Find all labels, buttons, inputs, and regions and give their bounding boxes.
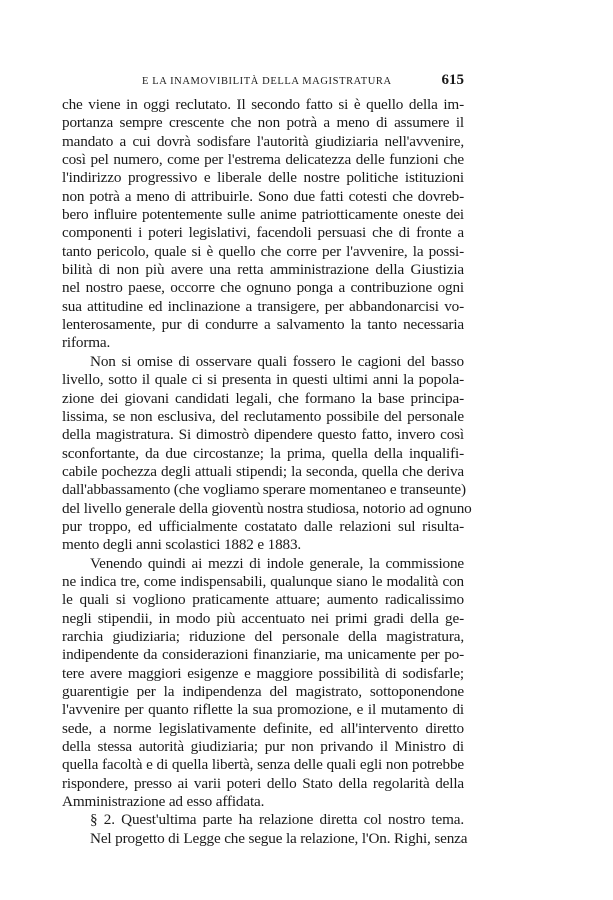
- text-line: che viene in oggi reclutato. Il secondo fatto si è quello della im-: [62, 96, 464, 113]
- text-line: le quali si vogliono praticamente attuare; aumento radicalissimo: [62, 591, 464, 609]
- text-line: riforma.: [62, 334, 111, 352]
- text-line: quella facoltà e di quella libertà, senza delle quali egli non potrebbe: [62, 756, 464, 774]
- text-line: cabile pochezza degli attuali stipendi; la seconda, quella che deriva: [62, 462, 464, 480]
- text-line: Nel progetto di Legge che segue la relazione, l'On. Righi, senza: [90, 829, 468, 847]
- text-line: tanto pericolo, quale si è quello che corre per l'avvenire, la possi-: [62, 242, 464, 260]
- paragraph: [62, 555, 464, 812]
- text-line: della magistratura. Si dimostrò dipendere questo fatto, invero così: [62, 426, 464, 444]
- text-line: sconfortante, da due circostanze; la prima, quella della inqualifi-: [62, 444, 464, 462]
- text-line: bilità di non più avere una retta amministrazione della Giustizia: [62, 261, 464, 279]
- text-line: livello, sotto il quale ci si presenta in questi ultimi anni la popola-: [62, 371, 464, 389]
- text-line: del livello generale della gioventù nostra studiosa, notorio ad ognuno: [62, 499, 472, 517]
- text-line: sede, a norme legislativamente definite, ed all'intervento diretto: [62, 719, 464, 737]
- paragraph: [62, 96, 464, 353]
- text-line: mento degli anni scolastici 1882 e 1883.: [62, 536, 302, 554]
- text-line: portanza sempre crescente che non potrà a meno di assumere il: [62, 114, 464, 132]
- text-line: zione dei giovani candidati legali, che formano la base principa-: [62, 389, 464, 407]
- running-head-title: E LA INAMOVIBILITÀ DELLA MAGISTRATURA: [142, 76, 392, 87]
- text-line: sua attitudine ed inclinazione a transigere, per abbandonarcisi vo-: [62, 297, 464, 315]
- text-line: mandato a cui dovrà sodisfare l'autorità giudiziaria nell'avvenire,: [62, 132, 464, 150]
- paragraph: [62, 811, 464, 829]
- text-line: § 2. Quest'ultima parte ha relazione diretta col nostro tema.: [90, 811, 464, 829]
- text-line: componenti i poteri legislativi, facendoli persuasi che di fronte a: [62, 224, 464, 242]
- text-line: così pel numero, come per l'estrema delicatezza delle funzioni che: [62, 151, 464, 169]
- text-line: Non si omise di osservare quali fossero le cagioni del basso: [90, 352, 464, 370]
- text-line: non potrà a meno di attribuirle. Sono due fatti cotesti che dovreb-: [62, 187, 464, 205]
- text-line: l'indirizzo progressivo e liberale delle nostre politiche istituzioni: [62, 169, 464, 187]
- text-line: rarchia giudiziaria; riduzione del personale della magistratura,: [62, 627, 464, 645]
- text-line: negli stipendii, in modo più accentuato nei primi gradi della ge-: [62, 609, 464, 627]
- book-page: [62, 70, 472, 848]
- text-line: indipendente da considerazioni finanziarie, ma unicamente per po-: [62, 646, 464, 664]
- text-line: bero influire potentemente sulle anime patriotticamente oneste dei: [62, 206, 464, 224]
- text-line: rispondere, presso ai varii poteri dello Stato della regolarità della: [62, 774, 464, 792]
- text-line: l'avvenire per quanto riflette la sua promozione, e il mutamento di: [62, 701, 464, 719]
- paragraph: [62, 829, 468, 848]
- text-line: ne indica tre, come indispensabili, qualunque siano le modalità con: [62, 572, 464, 590]
- running-head: [62, 70, 464, 92]
- text-line: Amministrazione ad esso affidata.: [62, 793, 265, 811]
- text-line: pur troppo, ed ufficialmente costatato dalle relazioni sul risulta-: [62, 517, 464, 535]
- text-line: della stessa autorità giudiziaria; pur non privando il Ministro di: [62, 738, 464, 756]
- text-line: Venendo quindi ai mezzi di indole generale, la commissione: [90, 554, 464, 572]
- text-line: dall'abbassamento (che vogliamo sperare momentaneo e transeunte): [62, 481, 466, 499]
- text-line: nel nostro paese, occorre che ognuno ponga a contribuzione ogni: [62, 279, 464, 297]
- text-line: lissima, se non esclusiva, del reclutamento possibile del personale: [62, 407, 464, 425]
- text-line: lenterosamente, pur di condurre a salvamento la tanto necessaria: [62, 316, 464, 334]
- text-line: guarentigie per la indipendenza del magistrato, sottoponendone: [62, 683, 464, 700]
- paragraph: [62, 352, 472, 555]
- text-line: tere avere maggiori esigenze e maggiore possibilità di sodisfarle;: [62, 664, 464, 682]
- body-text: [62, 96, 472, 848]
- page-number: 615: [441, 72, 464, 88]
